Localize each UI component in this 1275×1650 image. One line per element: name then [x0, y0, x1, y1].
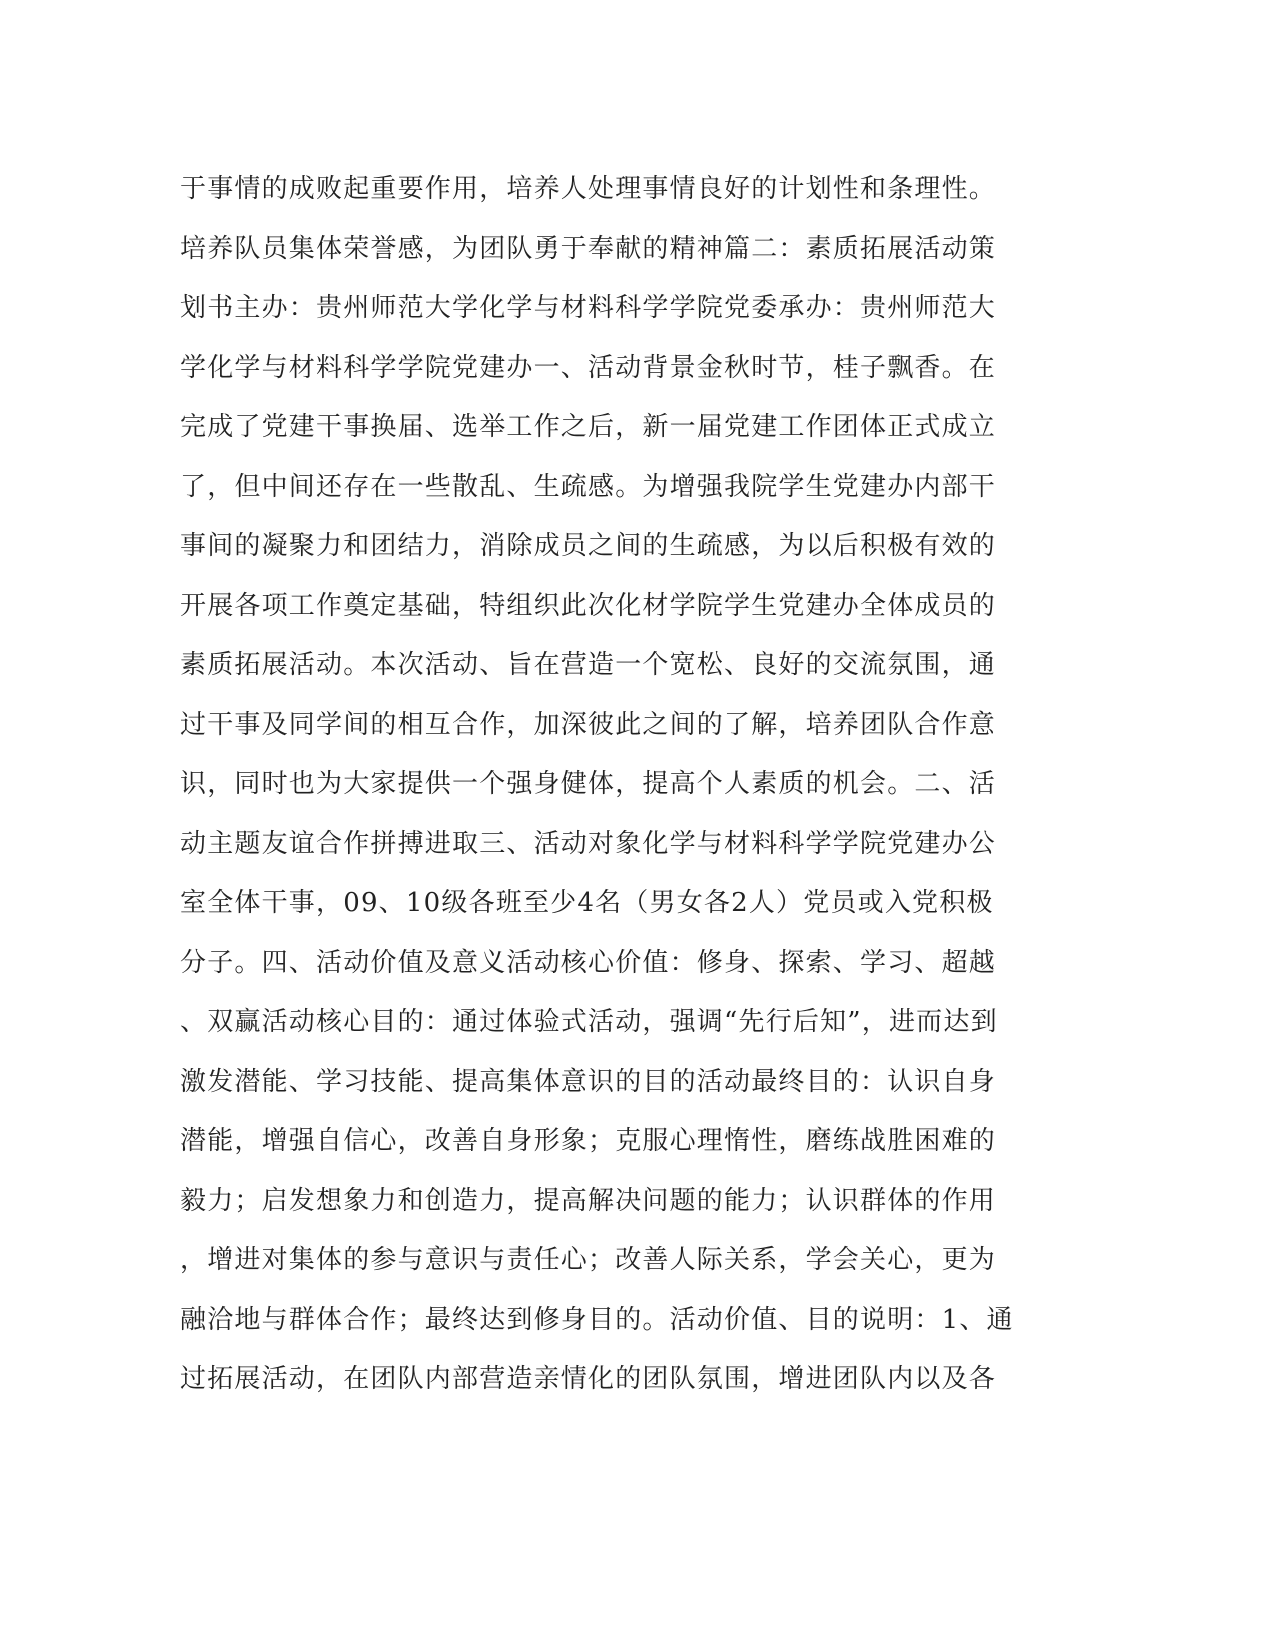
- text-line: 动主题友谊合作拼搏进取三、活动对象化学与材料科学学院党建办公: [180, 828, 997, 859]
- text-line: ，增进对集体的参与意识与责任心；改善人际关系，学会关心，更为: [180, 1245, 997, 1275]
- text-line: 过干事及同学间的相互合作，加深彼此之间的了解，培养团队合作意: [180, 709, 997, 740]
- text-line: 分子。四、活动价值及意义活动核心价值：修身、探索、学习、超越: [180, 947, 997, 978]
- text-line: 事间的凝聚力和团结力，消除成员之间的生疏感，为以后积极有效的: [180, 531, 997, 561]
- body-text: [180, 160, 1040, 1410]
- text-line: 素质拓展活动。本次活动、旨在营造一个宽松、良好的交流氛围，通: [180, 650, 997, 680]
- text-line: 划书主办：贵州师范大学化学与材料科学学院党委承办：贵州师范大: [180, 293, 997, 323]
- text-line: 融洽地与群体合作；最终达到修身目的。活动价值、目的说明：1、通: [180, 1304, 1014, 1335]
- text-line: 室全体干事，09、10级各班至少4名（男女各2人）党员或入党积极: [180, 888, 994, 918]
- text-line: 完成了党建干事换届、选举工作之后，新一届党建工作团体正式成立: [180, 412, 997, 442]
- text-line: 、双赢活动核心目的：通过体验式活动，强调“先行后知”，进而达到: [180, 1007, 998, 1037]
- text-line: 识，同时也为大家提供一个强身健体，提高个人素质的机会。二、活: [180, 769, 997, 799]
- text-line: 开展各项工作奠定基础，特组织此次化材学院学生党建办全体成员的: [180, 590, 997, 621]
- text-line: 过拓展活动，在团队内部营造亲情化的团队氛围，增进团队内以及各: [180, 1364, 997, 1394]
- text-line: 激发潜能、学习技能、提高集体意识的目的活动最终目的：认识自身: [180, 1066, 997, 1097]
- text-line: 学化学与材料科学学院党建办一、活动背景金秋时节，桂子飘香。在: [180, 352, 997, 383]
- text-line: 了，但中间还存在一些散乱、生疏感。为增强我院学生党建办内部干: [180, 471, 997, 502]
- text-line: 毅力；启发想象力和创造力，提高解决问题的能力；认识群体的作用: [180, 1185, 997, 1216]
- text-line: 培养队员集体荣誉感，为团队勇于奉献的精神篇二：素质拓展活动策: [180, 233, 997, 264]
- text-line: 于事情的成败起重要作用，培养人处理事情良好的计划性和条理性。: [180, 174, 997, 204]
- text-line: 潜能，增强自信心，改善自身形象；克服心理惰性，磨练战胜困难的: [180, 1126, 997, 1156]
